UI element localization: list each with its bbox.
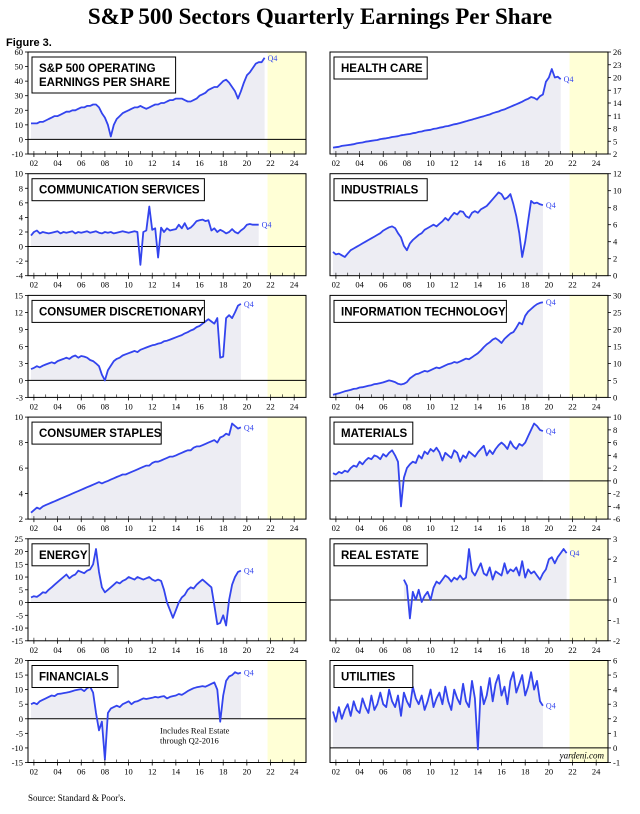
x-tick-label: 02 (331, 401, 341, 412)
y-tick-label: 20 (613, 324, 622, 335)
end-label: Q4 (545, 701, 556, 711)
x-tick-label: 22 (266, 401, 275, 412)
x-tick-label: 06 (76, 644, 86, 655)
x-tick-label: 18 (218, 158, 228, 168)
x-tick-label: 24 (591, 523, 601, 534)
x-tick-label: 22 (568, 158, 577, 168)
chart-panel (15, 290, 307, 411)
x-tick-label: 10 (426, 766, 435, 777)
x-tick-label: 04 (53, 766, 62, 777)
forecast-shade (570, 417, 608, 519)
x-tick-label: 24 (289, 644, 299, 655)
panel-title: S&P 500 OPERATING (39, 63, 156, 75)
x-tick-label: 04 (53, 523, 62, 534)
x-tick-label: 22 (568, 644, 577, 655)
y-tick-label: 30 (14, 90, 23, 101)
end-label: Q4 (545, 298, 556, 308)
x-tick-label: 20 (544, 523, 554, 534)
end-label: Q4 (563, 75, 574, 85)
y-tick-label: 2 (613, 149, 618, 159)
x-tick-label: 06 (378, 279, 388, 290)
y-tick-label: 0 (18, 713, 23, 724)
x-tick-label: 08 (402, 279, 412, 290)
x-tick-label: 12 (147, 644, 157, 655)
x-tick-label: 16 (195, 401, 204, 412)
x-tick-label: 16 (195, 158, 204, 168)
x-tick-label: 08 (100, 401, 110, 412)
y-tick-label: 15 (14, 290, 23, 301)
x-tick-label: 08 (100, 523, 110, 534)
x-tick-label: 14 (171, 523, 181, 534)
y-tick-label: -10 (11, 623, 23, 634)
y-tick-label: 9 (18, 324, 23, 335)
x-tick-label: 18 (218, 523, 228, 534)
x-tick-label: 12 (449, 279, 459, 290)
y-tick-label: 11 (613, 110, 622, 121)
source-note: Source: Standard & Poor's. (28, 793, 126, 803)
forecast-shade (268, 174, 306, 276)
x-tick-label: 12 (449, 523, 459, 534)
y-tick-label: -5 (15, 610, 23, 621)
y-tick-label: 25 (613, 307, 622, 318)
x-tick-label: 12 (147, 158, 157, 168)
x-tick-label: 16 (195, 644, 204, 655)
x-tick-label: 18 (520, 279, 530, 290)
x-tick-label: 12 (449, 158, 459, 168)
panel-title: INFORMATION TECHNOLOGY (341, 306, 506, 319)
x-tick-label: 14 (171, 158, 181, 168)
x-tick-label: 04 (355, 523, 364, 534)
x-tick-label: 02 (29, 523, 39, 534)
y-tick-label: 6 (18, 197, 23, 208)
x-tick-label: 20 (242, 644, 252, 655)
x-tick-label: 24 (591, 158, 601, 168)
chart-panel (12, 656, 306, 777)
y-tick-label: 8 (18, 183, 23, 194)
x-tick-label: 06 (378, 158, 388, 168)
x-tick-label: 14 (473, 644, 483, 655)
y-tick-label: 10 (14, 684, 23, 695)
x-tick-label: 06 (76, 158, 86, 168)
y-tick-label: 2 (613, 253, 618, 264)
y-tick-label: 25 (14, 533, 23, 544)
x-tick-label: 24 (289, 766, 299, 777)
y-tick-label: 0 (18, 375, 23, 386)
end-label: Q4 (261, 220, 272, 230)
x-tick-label: 02 (331, 279, 341, 290)
forecast-shade (268, 539, 306, 641)
x-tick-label: 10 (426, 279, 435, 290)
y-tick-label: 10 (613, 412, 622, 423)
y-tick-label: 10 (14, 572, 23, 583)
x-tick-label: 08 (402, 158, 412, 168)
y-tick-label: -4 (15, 270, 23, 281)
y-tick-label: 8 (613, 123, 618, 134)
y-tick-label: 0 (613, 742, 618, 753)
y-tick-label: 20 (613, 72, 622, 83)
panel-title: CONSUMER DISCRETIONARY (39, 306, 205, 319)
forecast-shade (570, 661, 608, 763)
y-tick-label: 12 (14, 307, 23, 318)
y-tick-label: -4 (613, 501, 621, 512)
x-tick-label: 14 (473, 158, 483, 168)
y-tick-label: 60 (14, 47, 23, 57)
chart-panel (330, 656, 620, 777)
y-tick-label: 20 (14, 105, 23, 116)
forecast-shade (268, 661, 306, 763)
y-tick-label: 4 (18, 488, 23, 499)
x-tick-label: 20 (242, 158, 252, 168)
panel-title: COMMUNICATION SERVICES (39, 184, 200, 197)
y-tick-label: 5 (613, 136, 618, 147)
x-tick-label: 18 (218, 766, 228, 777)
panel-title: CONSUMER STAPLES (39, 428, 162, 441)
y-tick-label: 0 (613, 270, 618, 281)
x-tick-label: 14 (171, 644, 181, 655)
forecast-shade (268, 52, 306, 154)
panel-title: MATERIALS (341, 428, 408, 441)
end-label: Q4 (545, 427, 556, 437)
x-tick-label: 02 (29, 401, 39, 412)
y-tick-label: 10 (613, 358, 622, 369)
series-area (31, 207, 259, 265)
panel-title: HEALTH CARE (341, 63, 423, 75)
y-tick-label: 0 (613, 475, 618, 486)
chart-panel (330, 412, 622, 533)
x-tick-label: 02 (29, 158, 39, 168)
x-tick-label: 10 (426, 644, 435, 655)
x-tick-label: 22 (266, 279, 275, 290)
x-tick-label: 14 (171, 401, 181, 412)
x-tick-label: 06 (378, 644, 388, 655)
chart-panel (15, 412, 307, 533)
y-tick-label: -1 (613, 615, 621, 626)
x-tick-label: 20 (242, 279, 252, 290)
y-tick-label: 15 (613, 341, 622, 352)
x-tick-label: 04 (355, 401, 364, 412)
y-tick-label: 8 (613, 424, 618, 435)
y-tick-label: 2 (613, 713, 618, 724)
y-tick-label: -3 (15, 392, 23, 403)
x-tick-label: 02 (331, 158, 341, 168)
x-tick-label: 16 (497, 523, 506, 534)
y-tick-label: 8 (18, 437, 23, 448)
x-tick-label: 16 (497, 644, 506, 655)
y-tick-label: 2 (18, 514, 23, 525)
x-tick-label: 16 (195, 766, 204, 777)
y-tick-label: 4 (18, 212, 23, 223)
x-tick-label: 22 (266, 766, 275, 777)
y-tick-label: -10 (11, 149, 23, 159)
y-tick-label: 0 (18, 597, 23, 608)
x-tick-label: 22 (568, 401, 577, 412)
x-tick-label: 22 (568, 279, 577, 290)
x-tick-label: 10 (426, 158, 435, 168)
y-tick-label: -2 (613, 488, 621, 499)
x-tick-label: 22 (266, 523, 275, 534)
chart-panel (330, 169, 622, 290)
x-tick-label: 18 (218, 644, 228, 655)
x-tick-label: 06 (76, 523, 86, 534)
credit-text: yardeni.com (559, 750, 604, 761)
y-tick-label: 30 (613, 290, 622, 301)
annotation-text: Includes Real Estate (160, 725, 230, 736)
x-tick-label: 02 (29, 766, 39, 777)
x-tick-label: 12 (147, 279, 157, 290)
y-tick-label: 40 (14, 76, 23, 87)
x-tick-label: 24 (289, 158, 299, 168)
panel-title: EARNINGS PER SHARE (39, 77, 170, 89)
x-tick-label: 10 (124, 766, 133, 777)
page-title: S&P 500 Sectors Quarterly Earnings Per Share (87, 4, 553, 29)
y-tick-label: 50 (14, 61, 23, 72)
y-tick-label: 5 (18, 699, 23, 710)
panel-title: UTILITIES (341, 671, 396, 684)
y-tick-label: 23 (613, 59, 622, 70)
y-tick-label: 6 (18, 463, 23, 474)
x-tick-label: 20 (242, 401, 252, 412)
x-tick-label: 18 (520, 644, 530, 655)
panel-title: INDUSTRIALS (341, 184, 419, 197)
x-tick-label: 20 (242, 766, 252, 777)
y-tick-label: -1 (613, 757, 621, 768)
x-tick-label: 06 (378, 523, 388, 534)
x-tick-label: 12 (449, 644, 459, 655)
y-tick-label: 3 (613, 699, 618, 710)
x-tick-label: 08 (402, 766, 412, 777)
x-tick-label: 12 (147, 401, 157, 412)
end-label: Q4 (243, 566, 254, 576)
y-tick-label: 20 (14, 655, 23, 666)
x-tick-label: 24 (591, 644, 601, 655)
chart-panel (12, 47, 306, 168)
x-tick-label: 12 (449, 766, 459, 777)
x-tick-label: 04 (355, 158, 364, 168)
panel-title: FINANCIALS (39, 671, 109, 684)
y-tick-label: 10 (14, 119, 23, 130)
y-tick-label: 6 (18, 341, 23, 352)
x-tick-label: 24 (289, 401, 299, 412)
x-tick-label: 20 (544, 279, 554, 290)
x-tick-label: 18 (218, 401, 228, 412)
y-tick-label: 10 (14, 168, 23, 179)
y-tick-label: 4 (613, 450, 618, 461)
x-tick-label: 08 (100, 766, 110, 777)
end-label: Q4 (243, 423, 254, 433)
chart-panel (330, 534, 620, 655)
x-tick-label: 22 (568, 523, 577, 534)
x-tick-label: 20 (544, 401, 554, 412)
x-tick-label: 24 (591, 766, 601, 777)
x-tick-label: 06 (76, 766, 86, 777)
x-tick-label: 04 (355, 279, 364, 290)
y-tick-label: 14 (613, 98, 622, 108)
x-tick-label: 10 (124, 523, 133, 534)
x-tick-label: 14 (473, 523, 483, 534)
y-tick-label: 6 (613, 655, 618, 666)
y-tick-label: -6 (613, 514, 621, 525)
y-tick-label: 4 (613, 236, 618, 247)
y-tick-label: -15 (11, 757, 23, 768)
x-tick-label: 18 (520, 766, 530, 777)
x-tick-label: 16 (497, 279, 506, 290)
panel-title: ENERGY (39, 549, 88, 562)
y-tick-label: 4 (613, 684, 618, 695)
y-tick-label: 5 (18, 584, 23, 595)
y-tick-label: 1 (613, 728, 618, 739)
y-tick-label: 10 (613, 185, 622, 196)
y-tick-label: 10 (14, 412, 23, 423)
x-tick-label: 16 (497, 766, 506, 777)
x-tick-label: 20 (544, 766, 554, 777)
x-tick-label: 18 (218, 279, 228, 290)
x-tick-label: 14 (171, 766, 181, 777)
chart-panel (330, 290, 622, 411)
x-tick-label: 12 (147, 766, 157, 777)
y-tick-label: 6 (613, 219, 618, 230)
annotation-text: through Q2-2016 (160, 735, 219, 746)
x-tick-label: 02 (331, 644, 341, 655)
end-label: Q4 (243, 299, 254, 309)
y-tick-label: 5 (613, 375, 618, 386)
x-tick-label: 16 (195, 523, 204, 534)
y-tick-label: -2 (15, 256, 23, 267)
x-tick-label: 10 (124, 401, 133, 412)
x-tick-label: 12 (449, 401, 459, 412)
y-tick-label: -15 (11, 635, 23, 646)
forecast-shade (268, 417, 306, 519)
x-tick-label: 06 (76, 279, 86, 290)
x-tick-label: 16 (497, 401, 506, 412)
x-tick-label: 18 (520, 401, 530, 412)
y-tick-label: -2 (613, 635, 621, 646)
x-tick-label: 14 (473, 401, 483, 412)
y-tick-label: 2 (613, 554, 618, 565)
x-tick-label: 02 (331, 523, 341, 534)
y-tick-label: 2 (18, 226, 23, 237)
y-tick-label: 5 (613, 670, 618, 681)
x-tick-label: 06 (76, 401, 86, 412)
x-tick-label: 08 (100, 279, 110, 290)
y-tick-label: 0 (18, 241, 23, 252)
y-tick-label: 0 (613, 392, 618, 403)
x-tick-label: 20 (544, 644, 554, 655)
x-tick-label: 04 (355, 644, 364, 655)
x-tick-label: 12 (147, 523, 157, 534)
x-tick-label: 22 (266, 644, 275, 655)
y-tick-label: 12 (613, 168, 622, 179)
chart-panel (12, 534, 306, 655)
x-tick-label: 24 (591, 401, 601, 412)
forecast-shade (570, 295, 608, 397)
x-tick-label: 18 (520, 523, 530, 534)
x-tick-label: 24 (289, 523, 299, 534)
y-tick-label: 6 (613, 437, 618, 448)
y-tick-label: 17 (613, 85, 622, 96)
end-label: Q4 (267, 54, 278, 63)
x-tick-label: 04 (53, 401, 62, 412)
x-tick-label: 08 (402, 523, 412, 534)
y-tick-label: -10 (11, 742, 23, 753)
chart-panel (15, 169, 307, 290)
x-tick-label: 22 (266, 158, 275, 168)
x-tick-label: 10 (426, 401, 435, 412)
y-tick-label: 3 (18, 358, 23, 369)
x-tick-label: 10 (426, 523, 435, 534)
y-tick-label: 0 (613, 595, 618, 605)
x-tick-label: 14 (473, 279, 483, 290)
x-tick-label: 04 (53, 644, 62, 655)
x-tick-label: 06 (378, 401, 388, 412)
x-tick-label: 04 (355, 766, 364, 777)
end-label: Q4 (243, 668, 254, 678)
x-tick-label: 20 (242, 523, 252, 534)
x-tick-label: 10 (124, 644, 133, 655)
x-tick-label: 02 (29, 644, 39, 655)
x-tick-label: 04 (53, 158, 62, 168)
y-tick-label: 1 (613, 574, 618, 585)
x-tick-label: 24 (591, 279, 601, 290)
x-tick-label: 20 (544, 158, 554, 168)
y-tick-label: 3 (613, 533, 618, 544)
y-tick-label: 15 (14, 670, 23, 681)
forecast-shade (570, 174, 608, 276)
y-tick-label: 20 (14, 546, 23, 557)
series-area (404, 549, 567, 618)
x-tick-label: 06 (378, 766, 388, 777)
end-label: Q4 (545, 201, 556, 211)
x-tick-label: 02 (331, 766, 341, 777)
y-tick-label: 15 (14, 559, 23, 570)
y-tick-label: 2 (613, 463, 618, 474)
forecast-shade (268, 295, 306, 397)
y-tick-label: -5 (15, 728, 23, 739)
y-tick-label: 26 (613, 47, 622, 57)
series-area (333, 192, 543, 275)
x-tick-label: 08 (100, 644, 110, 655)
figure-label: Figure 3. (6, 37, 52, 49)
x-tick-label: 16 (497, 158, 506, 168)
x-tick-label: 04 (53, 279, 62, 290)
forecast-shade (570, 52, 608, 154)
x-tick-label: 16 (195, 279, 204, 290)
x-tick-label: 08 (402, 401, 412, 412)
end-label: Q4 (569, 549, 580, 559)
panel-title: REAL ESTATE (341, 549, 419, 562)
x-tick-label: 24 (289, 279, 299, 290)
y-tick-label: 0 (18, 134, 23, 145)
y-tick-label: 8 (613, 202, 618, 213)
x-tick-label: 08 (100, 158, 110, 168)
x-tick-label: 08 (402, 644, 412, 655)
x-tick-label: 22 (568, 766, 577, 777)
x-tick-label: 14 (171, 279, 181, 290)
chart-panel (330, 47, 622, 168)
x-tick-label: 18 (520, 158, 530, 168)
x-tick-label: 10 (124, 158, 133, 168)
x-tick-label: 02 (29, 279, 39, 290)
x-tick-label: 10 (124, 279, 133, 290)
x-tick-label: 14 (473, 766, 483, 777)
